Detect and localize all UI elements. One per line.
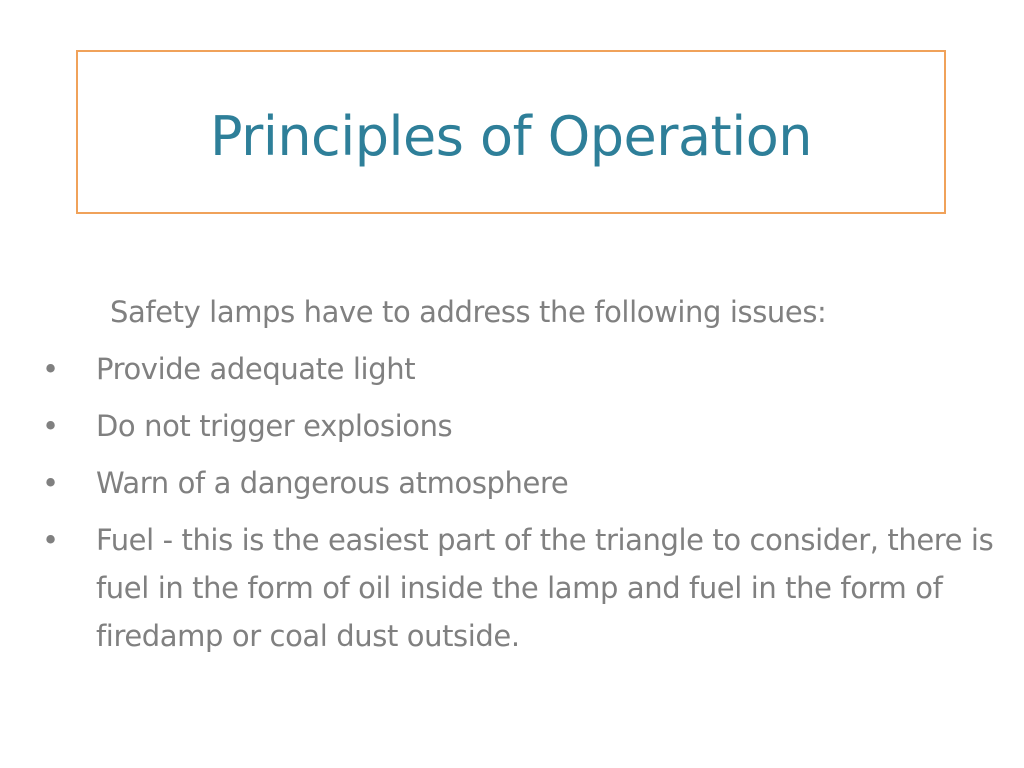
title-box: [76, 50, 946, 214]
bullet-item: [40, 516, 1000, 660]
bullet-item: [40, 459, 1000, 507]
slide-body: [40, 288, 1000, 669]
bullet-icon: •: [42, 352, 59, 386]
bullet-icon: •: [42, 409, 59, 443]
intro-text: Safety lamps have to address the following issues:: [110, 295, 827, 329]
bullet-item: [40, 345, 1000, 393]
bullet-item: [40, 402, 1000, 450]
bullet-text: Fuel - this is the easiest part of the triangle to consider, there is fuel in the form of oil inside the lamp and fuel in the form of firedamp or coal dust outside.: [96, 523, 994, 653]
bullet-text: Do not trigger explosions: [96, 409, 453, 443]
bullet-text: Provide adequate light: [96, 352, 416, 386]
bullet-icon: •: [42, 523, 59, 557]
slide-title: Principles of Operation: [210, 104, 812, 168]
bullet-icon: •: [42, 466, 59, 500]
bullet-text: Warn of a dangerous atmosphere: [96, 466, 569, 500]
bullet-list: [40, 345, 1000, 660]
